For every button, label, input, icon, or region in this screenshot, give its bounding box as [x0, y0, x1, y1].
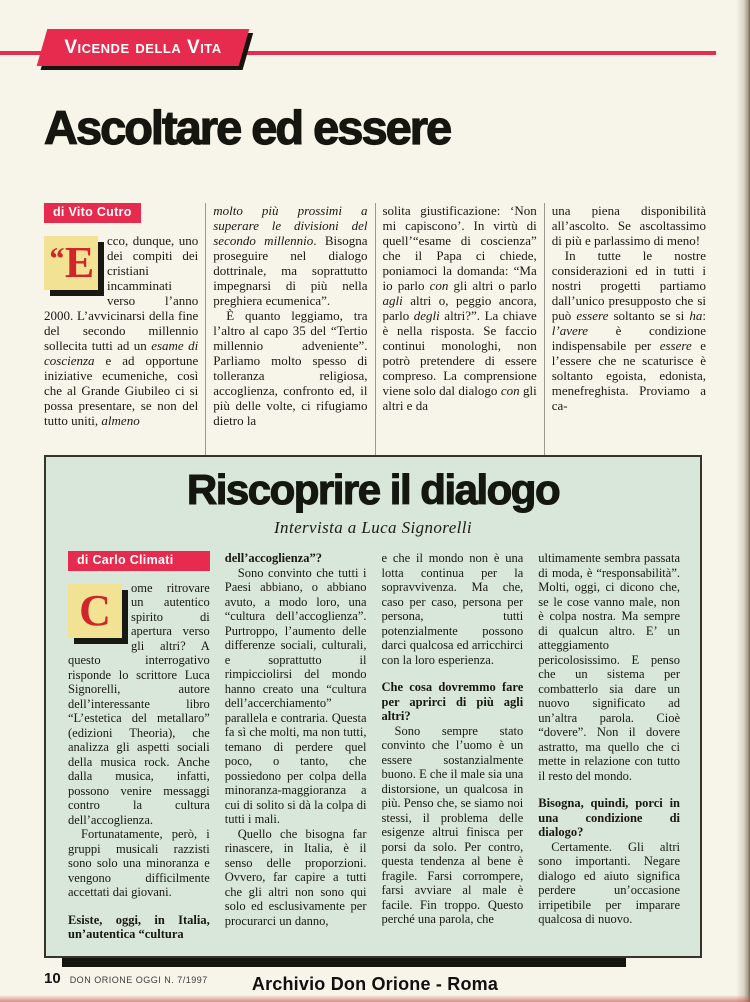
dropcap-c-box — [68, 584, 122, 638]
interview-box — [44, 455, 702, 958]
article-column-4 — [552, 203, 706, 455]
page-title: Ascoltare ed essere — [44, 101, 451, 154]
interview-column-1 — [68, 551, 210, 943]
article-column-2-text: molto più prossimi a superare le divisioni del secondo millennio. Bisogna proseguire nel dialogo dottrinale, ma soprattutto impegnarsi di più nella preghiera ecumenica”. È quanto leggiamo, tra l’altro al capo 35 del “Tertio millennio adveniente”. Parliamo molto spesso di tolleranza religiosa, accoglienza, confronto ed, il più delle volte, ci rifugiamo dietro la — [213, 203, 368, 428]
column-separator — [544, 203, 545, 455]
column-separator — [205, 203, 206, 455]
article-column-2 — [213, 203, 367, 455]
article-column-3-text: solita giustificazione: ‘Non mi capiscono’. In virtù di quell’“esame di coscienza” che il Papa ci chiede, poniamoci la domanda: “Ma io parlo con gli altri o parlo agli altri o, peggio ancora, parlo degli altri?”. La chiave è nella risposta. Se faccio continui monologhi, non potrò pretendere di essere compreso. La comprensione viene solo dal dialogo con gli altri e da — [382, 203, 537, 413]
dropcap-letter-e: E — [64, 237, 95, 287]
interview-column-3 — [382, 551, 524, 943]
interview-columns — [68, 551, 680, 943]
interview-box-bottom-bar — [62, 958, 626, 967]
page-edge-shadow-right — [736, 0, 750, 1002]
interview-column-4 — [538, 551, 680, 943]
interview-column-1-text: C ome ritrovare un autentico spirito di apertura verso gli altri? A questo interrogativo risponde lo scrittore Luca Signorelli, autore dell’interessante libro “L’estetica del metallaro” (edizioni Theoria), che analizza gli aspetti sociali della musica rock. Anche dalla musica, infatti, possono venire messaggi contro la cultura dell’accoglienza. Fortunatamente, però, i gruppi musicali razzisti sono solo una minoranza e vengono difficilmente accettati dai giovani. Esiste, oggi, in Italia, un’autentica “cultura — [68, 580, 210, 941]
dropcap-e-box — [44, 236, 98, 290]
issue-label: DON ORIONE OGGI N. 7/1997 — [69, 975, 208, 985]
article-column-4-text: una piena disponibilità all’ascolto. Se ascoltassimo di più e parlassimo di meno! In tutte le nostre considerazioni ed in tutti i nostri progetti partiamo dall’unico presupposto che si può essere soltanto se si ha: l’avere è condizione indispensabile per essere e l’essere che ne scaturisce è soltanto egoista, edonista, menefreghista. Proviamo a ca- — [551, 203, 706, 413]
article-byline: di Vito Cutro — [44, 203, 141, 223]
interview-subtitle: Intervista a Luca Signorelli — [273, 518, 473, 537]
interview-title: Riscoprire il dialogo — [186, 466, 560, 513]
interview-byline: di Carlo Climati — [68, 551, 210, 571]
dropcap-letter-c: C — [79, 585, 111, 635]
interview-column-4-text: ultimamente sembra passata di moda, è “responsabilità”. Molti, oggi, ci dicono che, se le cose vanno male, non è colpa nostra. Ma sempre di qualcun altro. E’ un atteggiamento pericolosissimo. E penso che un sistema per combatterlo sia dare un nuovo significato ad un’altra parola. Cioè “dovere”. Non il dovere astratto, ma quello che ci mette in relazione con tutto il resto del mondo. Bisogna, quindi, porci in una condizione di dialogo? Certamente. Gli altri sono importanti. Negare dialogo ed aiuto significa perdere un’occasione irripetibile per imparare qualcosa di nuovo. — [538, 551, 680, 926]
section-banner — [37, 29, 250, 66]
interview-column-3-text: e che il mondo non è una lotta continua per la sopravvivenza. Ma che, caso per caso, persona per persona, tutti potenzialmente possono darci qualcosa ed arricchirci con la loro esperienza. Che cosa dovremmo fare per aprirci di più agli altri? Sono sempre stato convinto che l’uomo è un essere sostanzialmente buono. E che il male sia una distorsione, un qualcosa in più. Penso che, se siamo noi stessi, il problema delle esigenze altrui finisca per porsi da solo. Per contro, questa tendenza al bene è fragile. Farsi corrompere, farsi avviare al male è facile. Fin troppo. Questo perché una parola, che — [381, 551, 524, 926]
dropcap-quote-mark: “ — [47, 239, 64, 276]
section-banner-label: Vicende della Vita — [64, 37, 222, 58]
interview-column-2-text: dell’accoglienza”? Sono convinto che tutti i Paesi abbiano, o abbiano avuto, a modo loro, una “cultura dell’accoglienza”. Purtroppo, l’aumento delle differenze sociali, culturali, e soprattutto il rimpicciolirsi del mondo hanno creato una “cultura dell’accerchiamento” parallela e contraria. Questa fa sì che molti, ma non tutti, temano di perdere quel poco, o tanto, che possiedono per colpa della minoranza-maggioranza a cui di solito si dà la colpa di tutti i mali. Quello che bisogna far rinascere, in Italia, è il senso delle proporzioni. Ovvero, far capire a tutti che gli altri non sono qui solo ed esclusivamente per procurarci un danno, — [224, 551, 367, 928]
article-column-1-text: “ E cco, dunque, uno dei compiti dei cristiani incamminati verso l’anno 2000. L’avvicinarsi della fine del secondo millennio sollecita tutti ad un esame di coscienza e ad opportune iniziative ecumeniche, così che al Grande Giubileo ci si possa presentare, se non del tutto uniti, almeno — [44, 232, 199, 428]
interview-column-2 — [225, 551, 367, 943]
column-separator — [375, 203, 376, 455]
article-columns — [44, 203, 706, 455]
archive-stamp: Archivio Don Orione - Roma — [251, 974, 499, 994]
page-number: 10 — [44, 970, 61, 987]
page-edge-shadow-bottom — [0, 995, 750, 1002]
article-column-1 — [44, 203, 198, 455]
article-column-3 — [383, 203, 537, 455]
